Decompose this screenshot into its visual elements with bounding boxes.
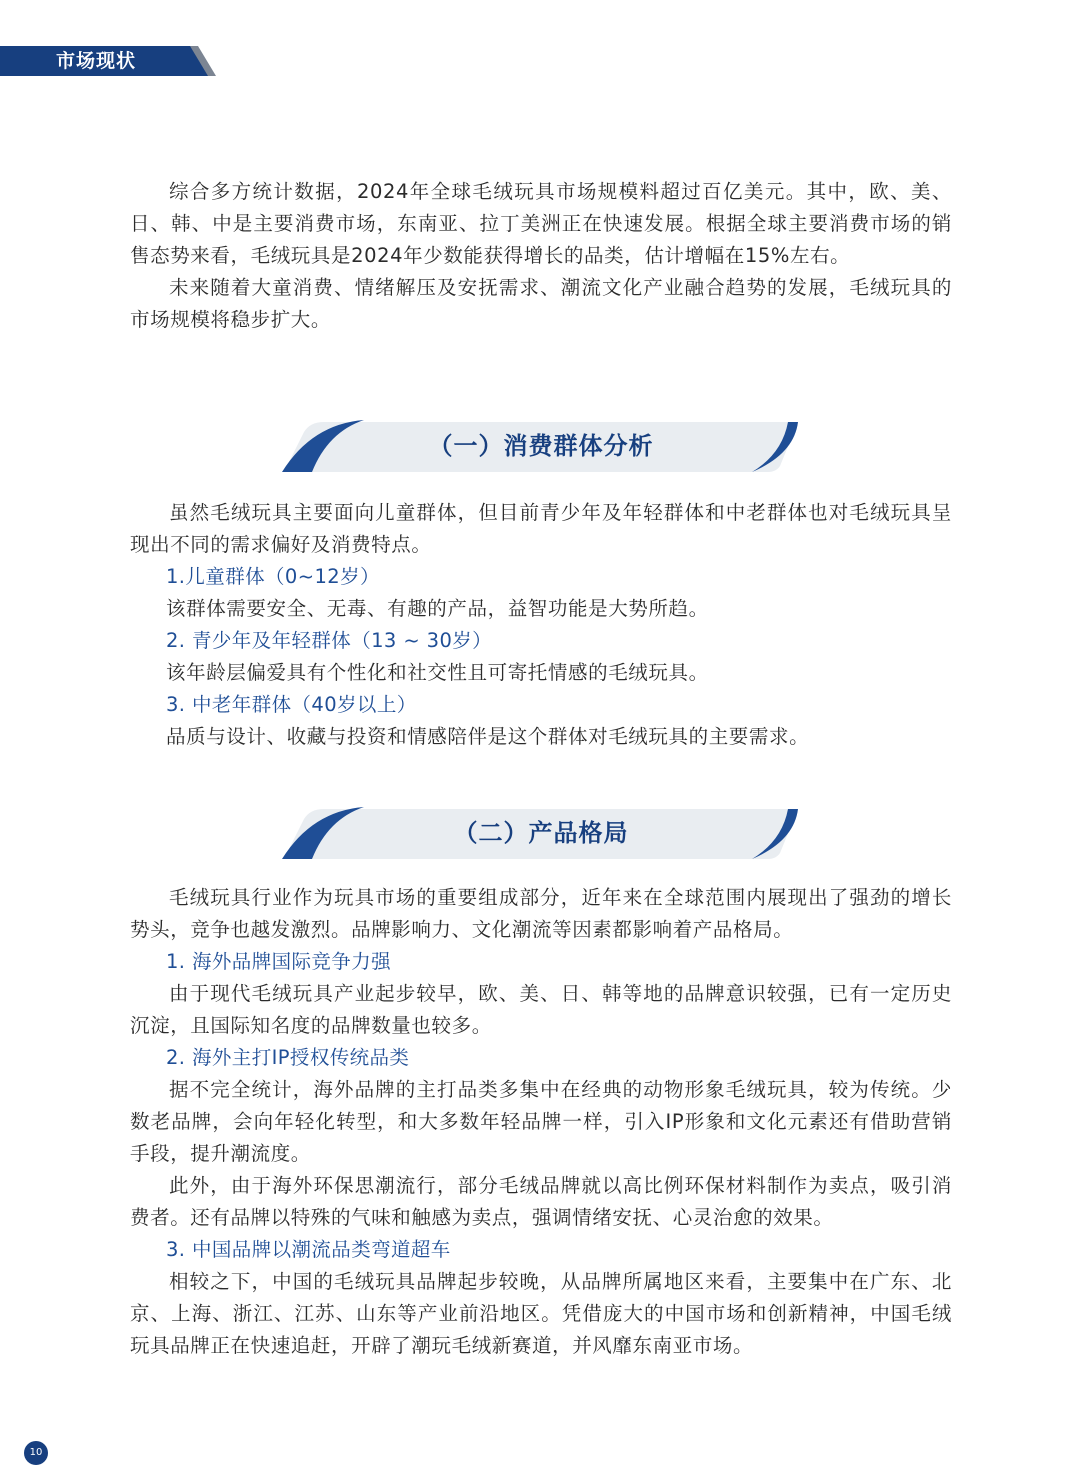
section2-item2-heading: 2. 海外主打IP授权传统品类 [166, 1046, 410, 1069]
section2-item1-heading: 1. 海外品牌国际竞争力强 [166, 950, 392, 973]
section-header-label: 市场现状 [56, 50, 137, 72]
section2-item2-text1: 据不完全统计，海外品牌的主打品类多集中在经典的动物形象毛绒玩具，较为传统。少数老品牌，会向年轻化转型，和大多数年轻品牌一样，引入IP形象和文化元素还有借助营销手段，提升潮流度。 [130, 1078, 952, 1165]
section1-title: （一）消费群体分析 [428, 432, 654, 460]
section1-item2-heading: 2. 青少年及年轻群体（13 ~ 30岁） [166, 629, 493, 652]
section1-intro: 虽然毛绒玩具主要面向儿童群体，但目前青少年及年轻群体和中老群体也对毛绒玩具呈现出不同的需求偏好及消费特点。 [130, 501, 952, 556]
intro-paragraph-1: 综合多方统计数据，2024年全球毛绒玩具市场规模料超过百亿美元。其中，欧、美、日、韩、中是主要消费市场，东南亚、拉丁美洲正在快速发展。根据全球主要消费市场的销售态势来看，毛绒玩具是2024年少数能获得增长的品类，估计增幅在15%左右。 [130, 180, 952, 267]
section2-banner [282, 807, 800, 859]
section2-content [130, 882, 952, 1362]
section1-banner [282, 420, 800, 472]
intro-block [130, 176, 952, 336]
section1-item1-heading: 1.儿童群体（0~12岁） [166, 565, 380, 588]
section2-item3-text: 相较之下，中国的毛绒玩具品牌起步较晚，从品牌所属地区来看，主要集中在广东、北京、上海、浙江、江苏、山东等产业前沿地区。凭借庞大的中国市场和创新精神，中国毛绒玩具品牌正在快速追赶，开辟了潮玩毛绒新赛道，并风靡东南亚市场。 [130, 1270, 952, 1357]
section1-item3-text: 品质与设计、收藏与投资和情感陪伴是这个群体对毛绒玩具的主要需求。 [166, 725, 810, 748]
section1-item2-text: 该年龄层偏爱具有个性化和社交性且可寄托情感的毛绒玩具。 [166, 661, 709, 684]
intro-paragraph-2: 未来随着大童消费、情绪解压及安抚需求、潮流文化产业融合趋势的发展，毛绒玩具的市场规模将稳步扩大。 [130, 276, 952, 331]
section1-item1-text: 该群体需要安全、无毒、有趣的产品，益智功能是大势所趋。 [166, 597, 709, 620]
section2-title: （二）产品格局 [453, 819, 629, 847]
section2-item2-text2: 此外，由于海外环保思潮流行，部分毛绒品牌就以高比例环保材料制作为卖点，吸引消费者。还有品牌以特殊的气味和触感为卖点，强调情绪安抚、心灵治愈的效果。 [130, 1174, 952, 1229]
page-number-badge: 10 [24, 1441, 48, 1465]
section1-item3-heading: 3. 中老年群体（40岁以上） [166, 693, 417, 716]
section2-item3-heading: 3. 中国品牌以潮流品类弯道超车 [166, 1238, 451, 1261]
section1-content [130, 497, 952, 753]
section2-intro: 毛绒玩具行业作为玩具市场的重要组成部分，近年来在全球范围内展现出了强劲的增长势头，竞争也越发激烈。品牌影响力、文化潮流等因素都影响着产品格局。 [130, 886, 952, 941]
section2-item1-text: 由于现代毛绒玩具产业起步较早，欧、美、日、韩等地的品牌意识较强，已有一定历史沉淀，且国际知名度的品牌数量也较多。 [130, 982, 952, 1037]
